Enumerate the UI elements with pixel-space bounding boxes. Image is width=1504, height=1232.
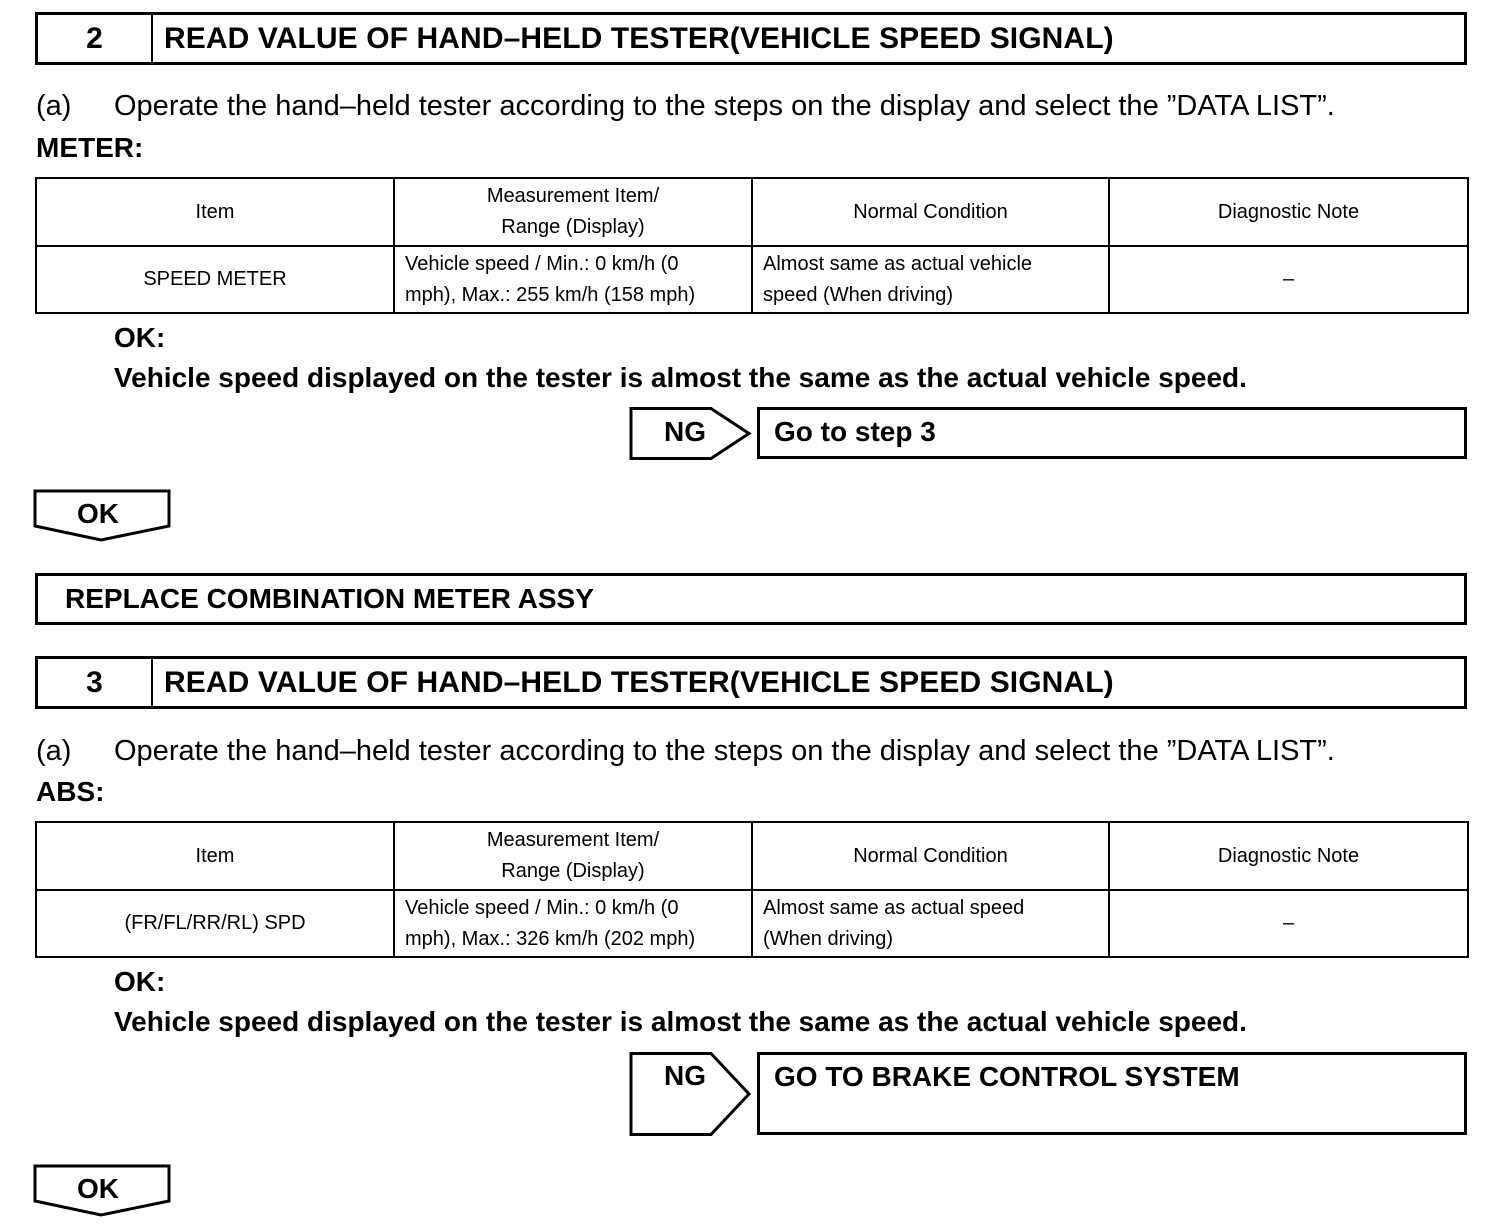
step-3-ng-label: NG — [664, 1060, 706, 1091]
step-2-title: READ VALUE OF HAND–HELD TESTER(VEHICLE SPEED SIGNAL) — [164, 21, 1114, 55]
replace-action-box — [35, 573, 1467, 625]
step-3-ok-condition: Vehicle speed displayed on the tester is almost the same as the actual vehicle speed. — [114, 1006, 1247, 1037]
step-2-data-table — [35, 177, 1469, 314]
step-3-instruction-label: (a) — [36, 735, 72, 767]
header-diagnostic-note: Diagnostic Note — [1109, 822, 1468, 890]
step-3-table-heading: ABS: — [36, 776, 105, 807]
step-3-instruction-text: Operate the hand–held tester according to the steps on the display and select the ”DATA LIST”. — [114, 735, 1335, 767]
step-3-data-table — [35, 821, 1469, 958]
step-3-instruction — [36, 735, 1335, 768]
step-3-ng-target: GO TO BRAKE CONTROL SYSTEM — [774, 1061, 1240, 1092]
table-header-row — [36, 178, 1468, 246]
cell-range: Vehicle speed / Min.: 0 km/h (0 mph), Max.: 255 km/h (158 mph) — [394, 246, 752, 313]
cell-diagnostic-note: – — [1109, 246, 1468, 313]
step-2-instruction — [36, 90, 1335, 123]
step-3-ok-label: OK: — [114, 966, 166, 997]
header-measurement-item: Measurement Item/ Range (Display) — [394, 822, 752, 890]
table-header-row — [36, 822, 1468, 890]
header-normal-condition: Normal Condition — [752, 178, 1109, 246]
step-2-ng-label: NG — [664, 416, 706, 447]
replace-action-text: REPLACE COMBINATION METER ASSY — [65, 583, 594, 614]
header-item: Item — [36, 178, 394, 246]
step-3-number: 3 — [38, 659, 153, 706]
header-normal-condition: Normal Condition — [752, 822, 1109, 890]
step-2-ok-condition: Vehicle speed displayed on the tester is almost the same as the actual vehicle speed. — [114, 362, 1247, 393]
table-row — [36, 890, 1468, 957]
cell-normal-condition: Almost same as actual vehicle speed (When driving) — [752, 246, 1109, 313]
step-2-header — [35, 12, 1467, 65]
step-2-number: 2 — [38, 15, 153, 62]
table-row — [36, 246, 1468, 313]
step-3-ok-arrow-label: OK — [77, 1173, 119, 1204]
header-item: Item — [36, 822, 394, 890]
cell-item: (FR/FL/RR/RL) SPD — [36, 890, 394, 957]
step-2-ng-target-box[interactable] — [757, 407, 1467, 459]
header-measurement-item: Measurement Item/ Range (Display) — [394, 178, 752, 246]
cell-normal-condition: Almost same as actual speed (When driving) — [752, 890, 1109, 957]
cell-range: Vehicle speed / Min.: 0 km/h (0 mph), Max.: 326 km/h (202 mph) — [394, 890, 752, 957]
step-2-ng-target: Go to step 3 — [774, 416, 936, 447]
step-2-table-heading: METER: — [36, 132, 144, 163]
step-3-header — [35, 656, 1467, 709]
step-2-ok-arrow-label: OK — [77, 498, 119, 529]
step-2-instruction-text: Operate the hand–held tester according to the steps on the display and select the ”DATA LIST”. — [114, 90, 1335, 122]
step-3-title: READ VALUE OF HAND–HELD TESTER(VEHICLE SPEED SIGNAL) — [164, 665, 1114, 699]
header-diagnostic-note: Diagnostic Note — [1109, 178, 1468, 246]
step-2-instruction-label: (a) — [36, 90, 72, 122]
step-3-ng-target-box[interactable] — [757, 1052, 1467, 1135]
step-2-ok-label: OK: — [114, 322, 166, 353]
cell-item: SPEED METER — [36, 246, 394, 313]
cell-diagnostic-note: – — [1109, 890, 1468, 957]
